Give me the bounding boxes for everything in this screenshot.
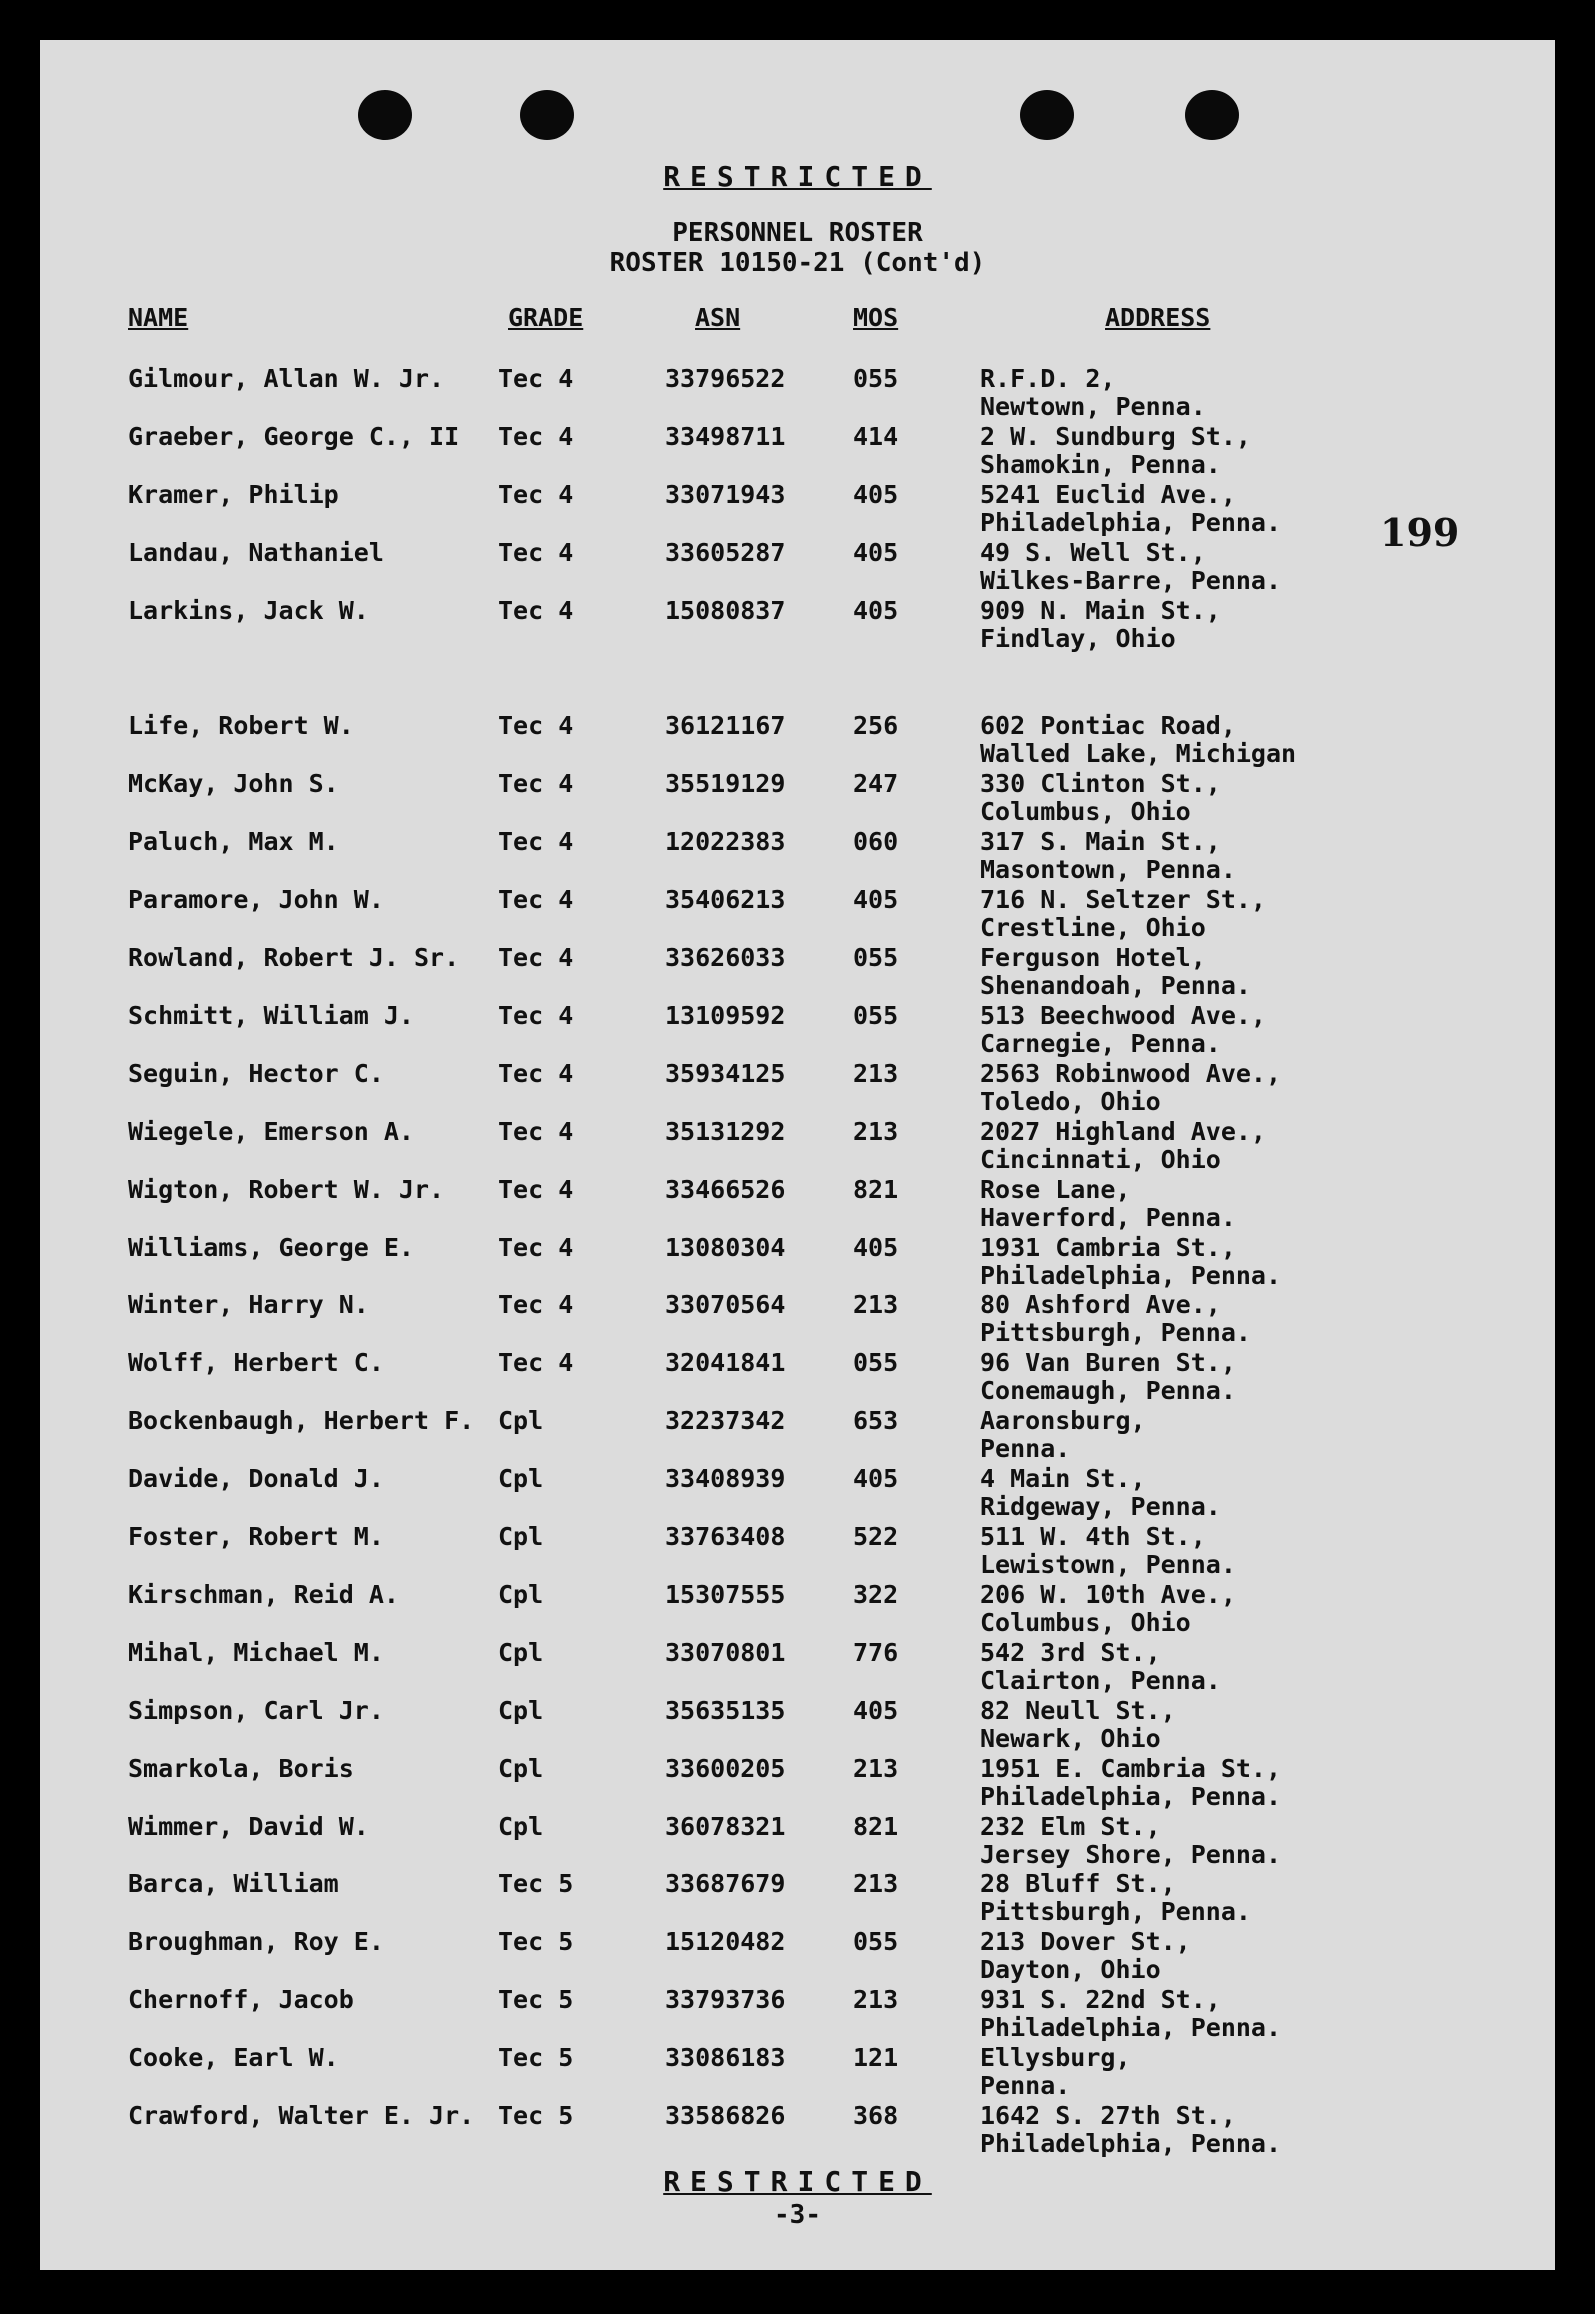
cell-name: Broughman, Roy E. xyxy=(128,1927,384,1957)
table-row xyxy=(40,1176,1555,1234)
cell-grade: Tec 5 xyxy=(498,2101,574,2130)
cell-address-line2: Conemaugh, Penna. xyxy=(980,1376,1236,1406)
table-row xyxy=(40,423,1555,481)
table-row xyxy=(40,1118,1555,1176)
cell-grade: Tec 4 xyxy=(498,769,574,799)
table-row xyxy=(40,944,1555,1002)
cell-address-line1: 511 W. 4th St., xyxy=(980,1522,1206,1551)
table-row xyxy=(40,655,1555,713)
cell-asn: 33605287 xyxy=(665,537,786,567)
punch-hole xyxy=(358,90,412,140)
cell-asn: 35934125 xyxy=(665,1058,786,1088)
cell-mos: 405 xyxy=(853,1464,899,1494)
cell-name: Wiegele, Emerson A. xyxy=(128,1116,414,1146)
cell-address-line2: Philadelphia, Penna. xyxy=(980,1781,1282,1811)
cell-name: Wolff, Herbert C. xyxy=(128,1348,384,1378)
table-row xyxy=(40,1870,1555,1928)
cell-address-line1: Aaronsburg, xyxy=(980,1406,1146,1436)
cell-address-line2: Haverford, Penna. xyxy=(980,1202,1236,1232)
cell-name: Mihal, Michael M. xyxy=(128,1637,384,1667)
cell-address-line2: Wilkes-Barre, Penna. xyxy=(980,565,1282,595)
column-header-name: NAME xyxy=(128,303,189,332)
cell-name: Schmitt, William J. xyxy=(128,1000,414,1030)
column-header-mos: MOS xyxy=(853,303,899,332)
table-row xyxy=(40,1349,1555,1407)
cell-grade: Tec 4 xyxy=(498,595,574,625)
cell-address-line2: Lewistown, Penna. xyxy=(980,1550,1236,1579)
cell-grade: Tec 4 xyxy=(498,827,574,857)
cell-mos: 121 xyxy=(853,2043,899,2073)
cell-address-line2: Newark, Ohio xyxy=(980,1723,1161,1753)
cell-asn: 33070564 xyxy=(665,1290,786,1320)
cell-address-line1: 513 Beechwood Ave., xyxy=(980,1000,1266,1030)
cell-address-line1: 1951 E. Cambria St., xyxy=(980,1753,1282,1783)
cell-address-line1: 909 N. Main St., xyxy=(980,595,1221,625)
cell-asn: 32041841 xyxy=(665,1348,786,1378)
cell-mos: 247 xyxy=(853,769,899,799)
cell-mos: 060 xyxy=(853,827,899,857)
cell-mos: 368 xyxy=(853,2101,899,2130)
cell-mos: 055 xyxy=(853,943,899,972)
cell-asn: 33763408 xyxy=(665,1522,786,1551)
column-header-address: ADDRESS xyxy=(1105,303,1211,332)
margin-page-number: 199 xyxy=(1380,510,1460,555)
table-row xyxy=(40,1986,1555,2044)
cell-grade: Tec 5 xyxy=(498,1927,574,1957)
cell-address-line2: Newtown, Penna. xyxy=(980,392,1206,421)
cell-mos: 405 xyxy=(853,595,899,625)
cell-grade: Tec 4 xyxy=(498,364,574,393)
table-row xyxy=(40,828,1555,886)
cell-address-line2: Philadelphia, Penna. xyxy=(980,2129,1282,2158)
cell-address-line2: Dayton, Ohio xyxy=(980,1955,1161,1985)
cell-mos: 213 xyxy=(853,1753,899,1783)
table-row xyxy=(40,1465,1555,1523)
roster-page xyxy=(40,40,1555,2270)
cell-mos: 776 xyxy=(853,1637,899,1667)
cell-grade: Tec 4 xyxy=(498,943,574,972)
cell-mos: 653 xyxy=(853,1406,899,1436)
cell-address-line2: Penna. xyxy=(980,2071,1071,2101)
cell-name: Cooke, Earl W. xyxy=(128,2043,339,2073)
cell-grade: Tec 4 xyxy=(498,421,574,451)
punch-hole xyxy=(520,90,574,140)
table-row xyxy=(40,1234,1555,1292)
cell-asn: 35406213 xyxy=(665,885,786,915)
table-row xyxy=(40,597,1555,655)
cell-asn: 33070801 xyxy=(665,1637,786,1667)
cell-name: Williams, George E. xyxy=(128,1232,414,1262)
cell-address-line1: 96 Van Buren St., xyxy=(980,1348,1236,1378)
cell-asn: 33498711 xyxy=(665,421,786,451)
cell-mos: 055 xyxy=(853,1927,899,1957)
cell-asn: 33466526 xyxy=(665,1174,786,1204)
cell-address-line1: 602 Pontiac Road, xyxy=(980,711,1236,741)
cell-asn: 33793736 xyxy=(665,1985,786,2015)
cell-address-line2: Philadelphia, Penna. xyxy=(980,507,1282,537)
cell-address-line2: Masontown, Penna. xyxy=(980,855,1236,885)
cell-address-line1: 82 Neull St., xyxy=(980,1695,1176,1725)
cell-name: Kirschman, Reid A. xyxy=(128,1579,399,1609)
cell-address-line1: 2027 Highland Ave., xyxy=(980,1116,1266,1146)
cell-address-line1: 28 Bluff St., xyxy=(980,1869,1176,1899)
cell-name: McKay, John S. xyxy=(128,769,339,799)
table-row xyxy=(40,770,1555,828)
table-row xyxy=(40,1407,1555,1465)
cell-grade: Tec 4 xyxy=(498,1058,574,1088)
cell-mos: 414 xyxy=(853,421,899,451)
cell-mos: 405 xyxy=(853,1232,899,1262)
cell-address-line1: 5241 Euclid Ave., xyxy=(980,479,1236,509)
cell-mos: 055 xyxy=(853,1000,899,1030)
cell-mos: 405 xyxy=(853,537,899,567)
cell-mos: 522 xyxy=(853,1522,899,1551)
table-row xyxy=(40,2044,1555,2102)
cell-name: Seguin, Hector C. xyxy=(128,1058,384,1088)
cell-name: Chernoff, Jacob xyxy=(128,1985,354,2015)
table-row xyxy=(40,1697,1555,1755)
table-row xyxy=(40,1002,1555,1060)
table-row xyxy=(40,1291,1555,1349)
cell-address-line2: Carnegie, Penna. xyxy=(980,1028,1221,1058)
cell-asn: 33408939 xyxy=(665,1464,786,1494)
table-row xyxy=(40,1813,1555,1871)
cell-grade: Tec 4 xyxy=(498,1116,574,1146)
cell-address-line1: 330 Clinton St., xyxy=(980,769,1221,799)
cell-grade: Cpl xyxy=(498,1406,544,1436)
cell-address-line2: Walled Lake, Michigan xyxy=(980,739,1297,769)
punch-hole xyxy=(1020,90,1074,140)
cell-asn: 12022383 xyxy=(665,827,786,857)
table-row xyxy=(40,539,1555,597)
cell-address-line2: Shamokin, Penna. xyxy=(980,449,1221,479)
cell-mos: 322 xyxy=(853,1579,899,1609)
cell-grade: Cpl xyxy=(498,1464,544,1494)
cell-grade: Tec 4 xyxy=(498,1174,574,1204)
cell-mos: 256 xyxy=(853,711,899,741)
cell-address-line1: 1642 S. 27th St., xyxy=(980,2101,1236,2130)
cell-address-line2: Findlay, Ohio xyxy=(980,623,1176,653)
cell-mos: 213 xyxy=(853,1290,899,1320)
cell-address-line2: Shenandoah, Penna. xyxy=(980,971,1251,1000)
cell-grade: Cpl xyxy=(498,1753,544,1783)
cell-asn: 33687679 xyxy=(665,1869,786,1899)
cell-grade: Cpl xyxy=(498,1811,544,1841)
cell-asn: 35519129 xyxy=(665,769,786,799)
table-row xyxy=(40,2102,1555,2160)
cell-address-line2: Clairton, Penna. xyxy=(980,1665,1221,1695)
cell-asn: 35131292 xyxy=(665,1116,786,1146)
cell-address-line1: 1931 Cambria St., xyxy=(980,1232,1236,1262)
cell-grade: Tec 5 xyxy=(498,1869,574,1899)
table-row xyxy=(40,712,1555,770)
cell-name: Rowland, Robert J. Sr. xyxy=(128,943,460,972)
cell-asn: 33086183 xyxy=(665,2043,786,2073)
cell-name: Simpson, Carl Jr. xyxy=(128,1695,384,1725)
cell-address-line2: Cincinnati, Ohio xyxy=(980,1144,1221,1174)
cell-address-line1: 49 S. Well St., xyxy=(980,537,1206,567)
cell-address-line1: 206 W. 10th Ave., xyxy=(980,1579,1236,1609)
cell-name: Smarkola, Boris xyxy=(128,1753,354,1783)
cell-name: Graeber, George C., II xyxy=(128,421,460,451)
cell-mos: 055 xyxy=(853,1348,899,1378)
cell-name: Winter, Harry N. xyxy=(128,1290,369,1320)
cell-address-line2: Penna. xyxy=(980,1434,1071,1464)
cell-mos: 213 xyxy=(853,1058,899,1088)
cell-asn: 33071943 xyxy=(665,479,786,509)
table-row xyxy=(40,1523,1555,1581)
cell-address-line2: Ridgeway, Penna. xyxy=(980,1492,1221,1522)
cell-address-line1: 931 S. 22nd St., xyxy=(980,1985,1221,2015)
cell-address-line1: Ellysburg, xyxy=(980,2043,1131,2073)
cell-mos: 213 xyxy=(853,1985,899,2015)
cell-grade: Tec 4 xyxy=(498,1290,574,1320)
cell-name: Wimmer, David W. xyxy=(128,1811,369,1841)
cell-address-line1: 542 3rd St., xyxy=(980,1637,1161,1667)
cell-address-line2: Pittsburgh, Penna. xyxy=(980,1318,1251,1348)
cell-mos: 213 xyxy=(853,1869,899,1899)
roster-title: PERSONNEL ROSTER xyxy=(672,218,923,248)
cell-asn: 13109592 xyxy=(665,1000,786,1030)
table-row xyxy=(40,1755,1555,1813)
cell-address-line2: Philadelphia, Penna. xyxy=(980,1260,1282,1290)
cell-grade: Tec 4 xyxy=(498,479,574,509)
cell-name: Life, Robert W. xyxy=(128,711,354,741)
cell-grade: Tec 4 xyxy=(498,711,574,741)
cell-address-line1: 232 Elm St., xyxy=(980,1811,1161,1841)
cell-name: Wigton, Robert W. Jr. xyxy=(128,1174,445,1204)
cell-asn: 33586826 xyxy=(665,2101,786,2130)
cell-asn: 15120482 xyxy=(665,1927,786,1957)
cell-grade: Cpl xyxy=(498,1637,544,1667)
cell-address-line2: Columbus, Ohio xyxy=(980,1607,1191,1637)
cell-mos: 821 xyxy=(853,1174,899,1204)
cell-grade: Tec 5 xyxy=(498,1985,574,2015)
punch-hole xyxy=(1185,90,1239,140)
cell-name: Barca, William xyxy=(128,1869,339,1899)
cell-mos: 405 xyxy=(853,885,899,915)
cell-asn: 35635135 xyxy=(665,1695,786,1725)
cell-mos: 213 xyxy=(853,1116,899,1146)
cell-asn: 13080304 xyxy=(665,1232,786,1262)
column-header-grade: GRADE xyxy=(508,303,584,332)
cell-grade: Tec 4 xyxy=(498,1232,574,1262)
cell-address-line2: Pittsburgh, Penna. xyxy=(980,1897,1251,1927)
cell-name: Foster, Robert M. xyxy=(128,1522,384,1551)
footer-page-number: -3- xyxy=(774,2200,821,2230)
cell-asn: 33600205 xyxy=(665,1753,786,1783)
cell-grade: Cpl xyxy=(498,1522,544,1551)
cell-address-line2: Crestline, Ohio xyxy=(980,913,1206,943)
roster-subtitle: ROSTER 10150-21 (Cont'd) xyxy=(609,248,986,278)
cell-address-line1: 80 Ashford Ave., xyxy=(980,1290,1221,1320)
restricted-header: RESTRICTED xyxy=(663,160,932,193)
cell-name: Gilmour, Allan W. Jr. xyxy=(128,364,445,393)
cell-address-line1: 317 S. Main St., xyxy=(980,827,1221,857)
cell-asn: 36121167 xyxy=(665,711,786,741)
table-row xyxy=(40,1639,1555,1697)
cell-address-line2: Columbus, Ohio xyxy=(980,797,1191,827)
cell-mos: 405 xyxy=(853,1695,899,1725)
cell-address-line2: Toledo, Ohio xyxy=(980,1086,1161,1116)
cell-address-line1: 716 N. Seltzer St., xyxy=(980,885,1266,915)
table-row xyxy=(40,365,1555,423)
cell-name: Paluch, Max M. xyxy=(128,827,339,857)
cell-grade: Tec 4 xyxy=(498,1000,574,1030)
cell-mos: 821 xyxy=(853,1811,899,1841)
column-header-asn: ASN xyxy=(695,303,741,332)
table-row xyxy=(40,481,1555,539)
table-row xyxy=(40,1928,1555,1986)
cell-name: Crawford, Walter E. Jr. xyxy=(128,2101,475,2130)
cell-address-line2: Jersey Shore, Penna. xyxy=(980,1839,1282,1869)
table-row xyxy=(40,1060,1555,1118)
cell-grade: Tec 4 xyxy=(498,885,574,915)
cell-asn: 15080837 xyxy=(665,595,786,625)
cell-address-line1: 213 Dover St., xyxy=(980,1927,1191,1957)
cell-name: Bockenbaugh, Herbert F. xyxy=(128,1406,475,1436)
table-row xyxy=(40,1581,1555,1639)
cell-asn: 33796522 xyxy=(665,364,786,393)
cell-asn: 32237342 xyxy=(665,1406,786,1436)
cell-address-line1: R.F.D. 2, xyxy=(980,364,1116,393)
cell-name: Larkins, Jack W. xyxy=(128,595,369,625)
cell-mos: 055 xyxy=(853,364,899,393)
cell-grade: Tec 4 xyxy=(498,537,574,567)
cell-grade: Tec 4 xyxy=(498,1348,574,1378)
cell-address-line1: Ferguson Hotel, xyxy=(980,943,1206,972)
cell-asn: 15307555 xyxy=(665,1579,786,1609)
cell-grade: Cpl xyxy=(498,1579,544,1609)
cell-name: Davide, Donald J. xyxy=(128,1464,384,1494)
cell-name: Paramore, John W. xyxy=(128,885,384,915)
cell-address-line1: Rose Lane, xyxy=(980,1174,1131,1204)
cell-address-line2: Philadelphia, Penna. xyxy=(980,2013,1282,2043)
cell-asn: 36078321 xyxy=(665,1811,786,1841)
cell-address-line1: 2 W. Sundburg St., xyxy=(980,421,1251,451)
restricted-footer: RESTRICTED xyxy=(663,2165,932,2198)
cell-address-line1: 4 Main St., xyxy=(980,1464,1146,1494)
cell-grade: Cpl xyxy=(498,1695,544,1725)
cell-name: Kramer, Philip xyxy=(128,479,339,509)
cell-asn: 33626033 xyxy=(665,943,786,972)
cell-name: Landau, Nathaniel xyxy=(128,537,384,567)
table-row xyxy=(40,886,1555,944)
cell-mos: 405 xyxy=(853,479,899,509)
cell-address-line1: 2563 Robinwood Ave., xyxy=(980,1058,1282,1088)
cell-grade: Tec 5 xyxy=(498,2043,574,2073)
